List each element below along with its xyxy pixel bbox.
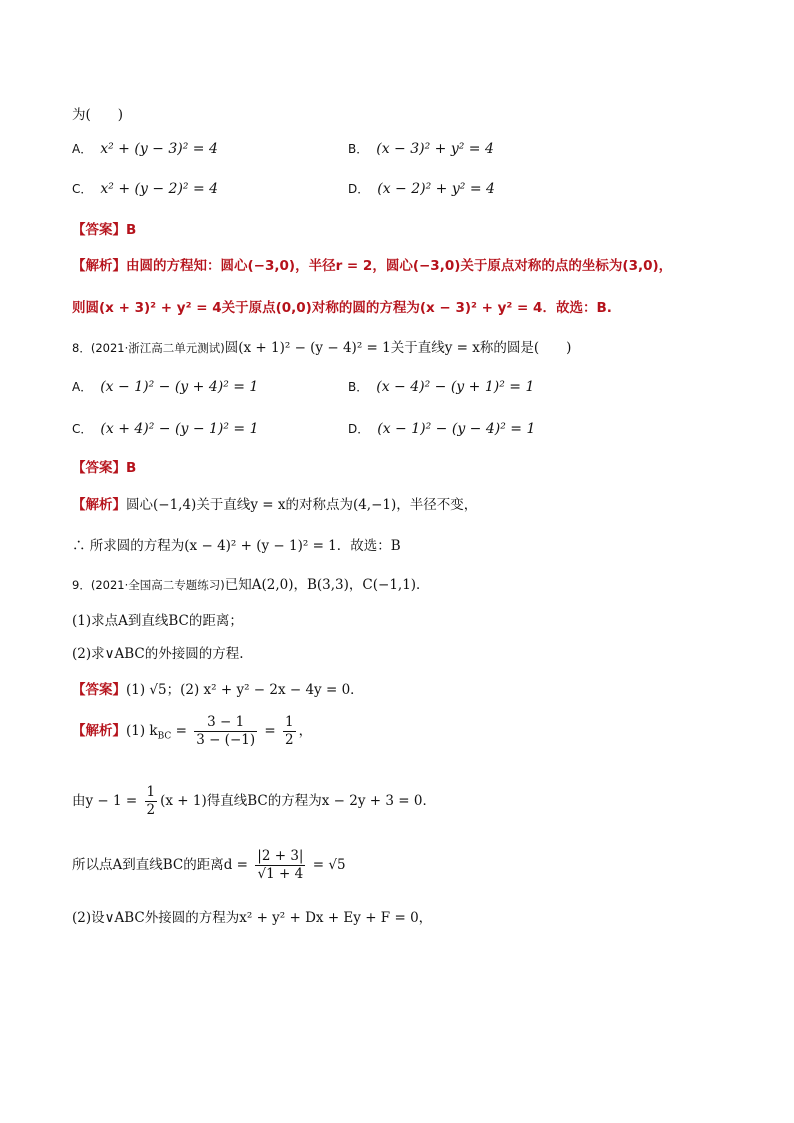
q7-stem-tail: 为( )	[72, 107, 124, 123]
slope-fraction-2	[283, 714, 296, 749]
q8-option-b	[348, 378, 534, 395]
answer-value: (1) √5；(2) x² + y² − 2x − 4y = 0．	[126, 682, 364, 698]
option-label: C．	[72, 182, 93, 196]
fraction-denominator: 2	[146, 802, 156, 818]
q8-analysis-line2	[72, 534, 401, 554]
q7-option-c	[72, 180, 218, 197]
analysis-text: 则圆(x + 3)² + y² = 4关于原点(0,0)对称的圆的方程为(x − 3)² + y² = 4．故选：B.	[72, 300, 612, 316]
q9-analysis-line-eq	[72, 784, 436, 819]
q9-sub2: (2)求∨ABC的外接圆的方程.	[72, 646, 244, 662]
option-label: B．	[348, 142, 369, 156]
answer-tag: 【答案】	[72, 682, 126, 698]
q8-answer	[72, 456, 136, 476]
option-text: (x − 3)² + y² = 4	[376, 141, 494, 157]
line-text: 得直线BC的方程为x − 2y + 3 = 0．	[206, 793, 436, 809]
q7-answer	[72, 218, 136, 238]
distance-text: 所以点A到直线BC的距离d =	[72, 857, 253, 873]
slope-fraction-1	[194, 714, 257, 749]
fraction-numerator: 1	[285, 714, 294, 730]
fraction-denominator: 3 − (−1)	[196, 732, 256, 748]
option-label: A．	[72, 142, 93, 156]
option-text: x² + (y − 3)² = 4	[100, 141, 218, 157]
option-label: A．	[72, 380, 93, 394]
analysis-tag: 【解析】	[72, 723, 126, 739]
option-label: B．	[348, 380, 369, 394]
fraction-numerator: 3 − 1	[194, 714, 257, 732]
line-mid: (x + 1)	[160, 793, 207, 809]
q8-option-d	[348, 420, 535, 437]
slope-subscript: BC	[157, 731, 172, 742]
option-text: (x − 4)² − (y + 1)² = 1	[376, 379, 535, 395]
slope-prefix: (1) k	[126, 723, 158, 739]
question-source: (2021·浙江高二单元测试)	[90, 341, 225, 355]
analysis-tag: 【解析】	[72, 497, 126, 513]
fraction-numerator: 1	[146, 784, 156, 800]
q8-stem	[72, 336, 571, 356]
distance-tail: = √5	[308, 857, 346, 873]
analysis-tag: 【解析】	[72, 258, 126, 274]
slope-tail: ，	[298, 723, 313, 739]
q9-answer	[72, 678, 364, 698]
distance-fraction	[255, 848, 305, 883]
option-label: C．	[72, 422, 93, 436]
q9-sub1: (1)求点A到直线BC的距离；	[72, 613, 243, 629]
answer-value: B	[126, 460, 137, 476]
half-fraction	[145, 784, 158, 819]
option-text: (x − 1)² − (y + 4)² = 1	[100, 379, 259, 395]
q9-analysis-slope	[72, 714, 312, 749]
fraction-denominator: 2	[285, 732, 294, 748]
question-source: (2021·全国高二专题练习)	[90, 578, 225, 592]
option-label: D．	[348, 422, 370, 436]
option-text: (x + 4)² − (y − 1)² = 1	[100, 421, 259, 437]
q7-option-d	[348, 180, 495, 197]
q9-stem	[72, 573, 430, 593]
q7-analysis-line1	[72, 254, 672, 274]
q7-analysis-line2	[72, 296, 612, 316]
analysis-text: ∴ 所求圆的方程为(x − 4)² + (y − 1)² = 1．故选：B	[72, 538, 401, 554]
q9-analysis-distance	[72, 848, 346, 883]
option-label: D．	[348, 182, 370, 196]
question-text: 圆(x + 1)² − (y − 4)² = 1关于直线y = x称的圆是( )	[224, 340, 572, 356]
q7-option-b	[348, 140, 494, 157]
answer-value: B	[126, 222, 137, 238]
fraction-denominator: √1 + 4	[257, 866, 304, 882]
slope-equals: =	[171, 723, 192, 739]
q9-analysis-circle: (2)设∨ABC外接圆的方程为x² + y² + Dx + Ey + F = 0，	[72, 910, 433, 926]
q8-option-c	[72, 420, 259, 437]
slope-equals-2: =	[260, 723, 281, 739]
analysis-text: 由圆的方程知：圆心(−3,0)，半径r = 2，圆心(−3,0)关于原点对称的点的坐标为(3,0)，	[126, 258, 673, 274]
q8-analysis-line1	[72, 493, 477, 513]
analysis-text: 圆心(−1,4)关于直线y = x的对称点为(4,−1)，半径不变，	[126, 497, 478, 513]
line-prefix: 由y − 1 =	[72, 793, 142, 809]
answer-tag: 【答案】	[72, 460, 126, 476]
question-text: 已知A(2,0)，B(3,3)，C(−1,1)．	[224, 577, 430, 593]
fraction-numerator: |2 + 3|	[257, 848, 304, 864]
option-text: (x − 2)² + y² = 4	[377, 181, 495, 197]
option-text: x² + (y − 2)² = 4	[100, 181, 219, 197]
question-number: 9．	[72, 578, 91, 592]
q7-option-a	[72, 140, 218, 157]
option-text: (x − 1)² − (y − 4)² = 1	[377, 421, 536, 437]
q8-option-a	[72, 378, 258, 395]
question-number: 8．	[72, 341, 91, 355]
answer-tag: 【答案】	[72, 222, 126, 238]
